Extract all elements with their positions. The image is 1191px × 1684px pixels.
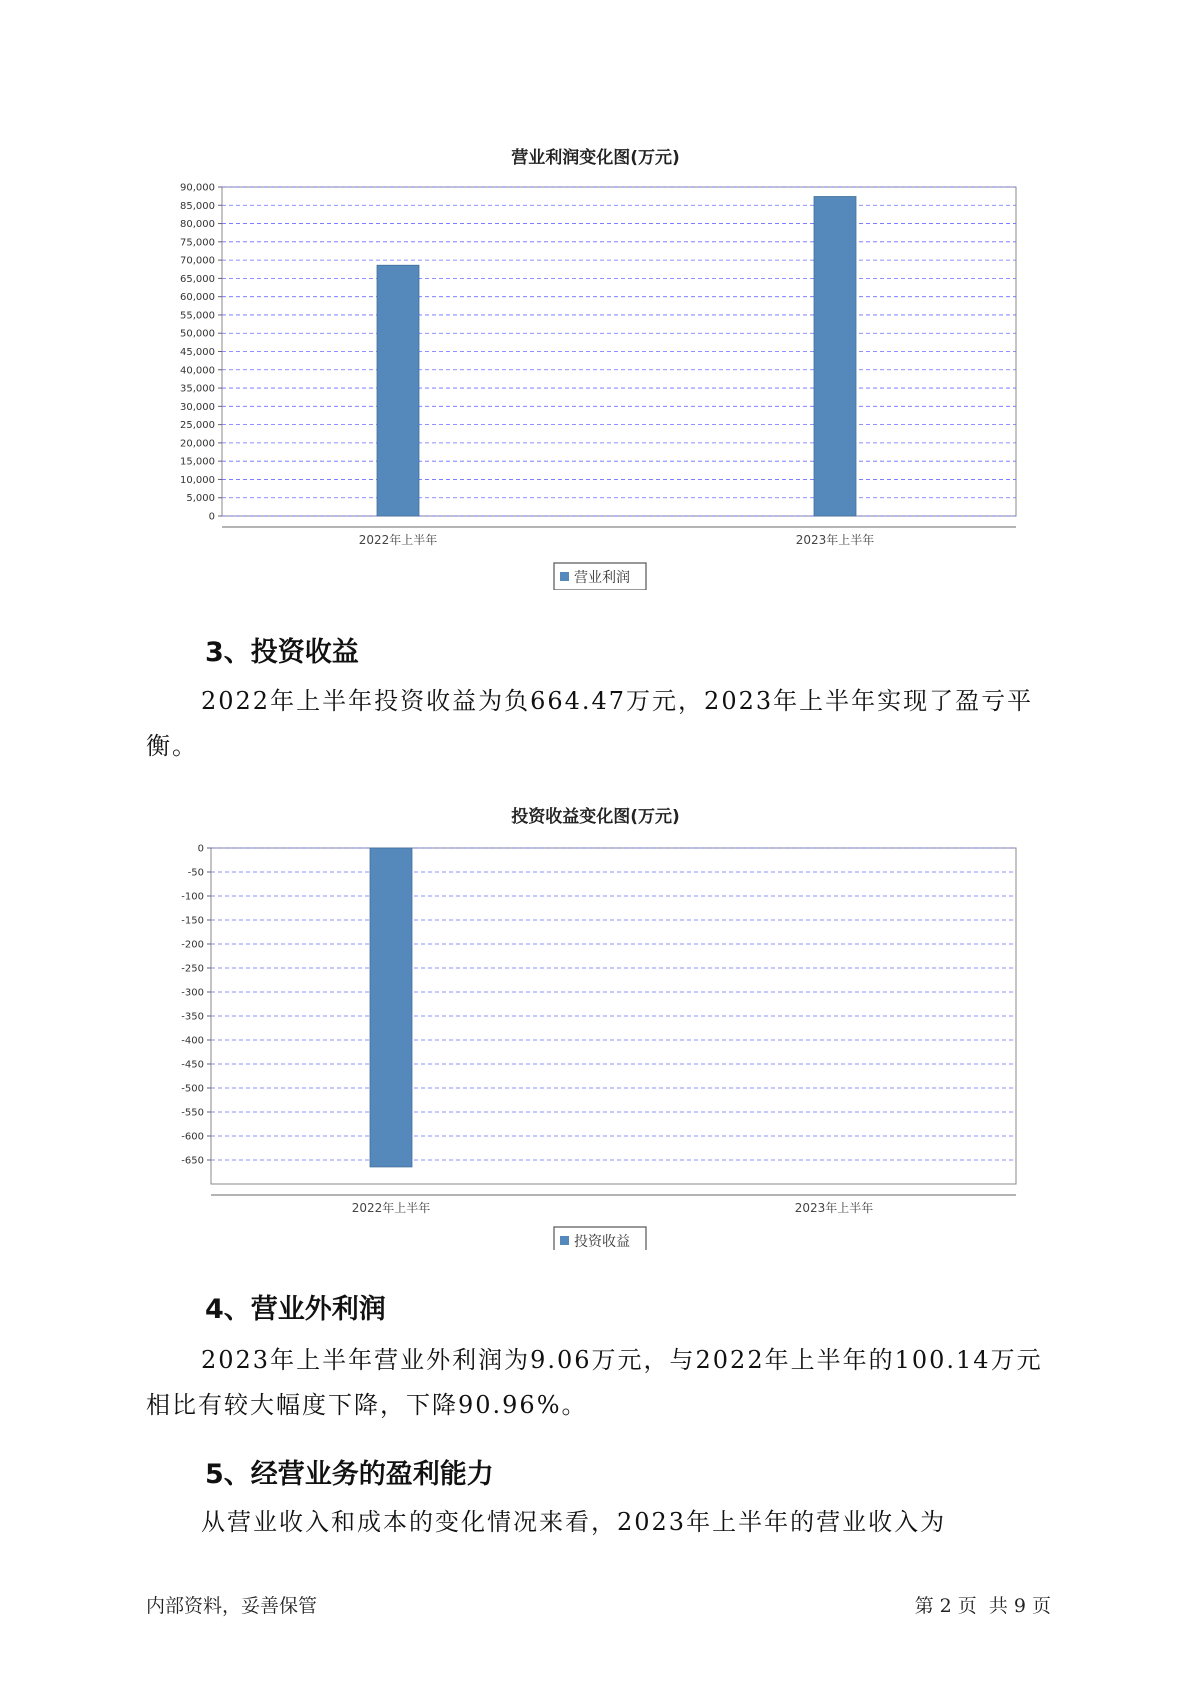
- y-tick-label: -600: [181, 1131, 204, 1143]
- x-category-label: 2022年上半年: [351, 1201, 431, 1215]
- y-tick-label: -150: [181, 915, 204, 927]
- y-tick-label: 35,000: [180, 383, 215, 395]
- section4-heading: 4、营业外利润: [205, 1294, 386, 1325]
- y-tick-label: -300: [181, 987, 204, 999]
- y-tick-label: 5,000: [186, 493, 215, 505]
- x-category-label: 2023年上半年: [794, 1201, 874, 1215]
- y-tick-label: 30,000: [180, 401, 215, 413]
- bar: [370, 848, 412, 1167]
- y-tick-label: -400: [181, 1035, 204, 1047]
- y-tick-label: -650: [181, 1155, 204, 1167]
- section5-paragraph: 从营业收入和成本的变化情况来看，2023年上半年的营业收入为: [201, 1508, 947, 1536]
- y-tick-label: -500: [181, 1083, 204, 1095]
- y-tick-label: 60,000: [180, 292, 215, 304]
- y-tick-label: -350: [181, 1011, 204, 1023]
- x-category-label: 2023年上半年: [795, 533, 875, 547]
- y-tick-label: 80,000: [180, 219, 215, 231]
- y-tick-label: 15,000: [180, 456, 215, 468]
- y-tick-label: 90,000: [180, 182, 215, 194]
- y-tick-label: 20,000: [180, 438, 215, 450]
- y-tick-label: -550: [181, 1107, 204, 1119]
- footer-page-number: 第 2 页 共 9 页: [914, 1595, 1051, 1617]
- chart1-title: 营业利润变化图(万元): [511, 148, 680, 168]
- y-tick-label: -450: [181, 1059, 204, 1071]
- section3-heading: 3、投资收益: [205, 637, 359, 668]
- legend: [554, 1227, 646, 1250]
- legend-swatch: [560, 572, 569, 581]
- operating-profit-chart: [0, 170, 1191, 590]
- legend-label: 投资收益: [574, 1234, 630, 1250]
- y-tick-label: 0: [197, 843, 204, 855]
- section4-paragraph: 2023年上半年营业外利润为9.06万元，与2022年上半年的100.14万元相比有较大幅度下降，下降90.96%。: [146, 1346, 1043, 1419]
- y-tick-label: 10,000: [180, 474, 215, 486]
- y-tick-label: 25,000: [180, 420, 215, 432]
- y-tick-label: 50,000: [180, 328, 215, 340]
- y-tick-label: -100: [181, 891, 204, 903]
- y-tick-label: 55,000: [180, 310, 215, 322]
- section3-paragraph: 2022年上半年投资收益为负664.47万元，2023年上半年实现了盈亏平衡。: [146, 687, 1034, 760]
- investment-income-chart: [0, 830, 1191, 1250]
- y-tick-label: 75,000: [180, 237, 215, 249]
- bar: [814, 197, 856, 516]
- y-tick-label: 70,000: [180, 255, 215, 267]
- x-category-label: 2022年上半年: [358, 533, 438, 547]
- chart2-title: 投资收益变化图(万元): [511, 807, 680, 827]
- y-tick-label: -250: [181, 963, 204, 975]
- y-tick-label: 40,000: [180, 365, 215, 377]
- legend-swatch: [560, 1236, 569, 1245]
- legend-label: 营业利润: [574, 570, 630, 586]
- y-tick-label: 45,000: [180, 347, 215, 358]
- bar: [377, 265, 419, 516]
- y-tick-label: 85,000: [180, 200, 215, 212]
- footer-confidential: 内部资料，妥善保管: [146, 1595, 318, 1617]
- section5-heading: 5、经营业务的盈利能力: [205, 1459, 494, 1490]
- y-tick-label: -50: [187, 867, 204, 879]
- y-tick-label: 0: [208, 511, 215, 523]
- legend: [554, 563, 646, 590]
- y-tick-label: 65,000: [180, 273, 215, 285]
- y-tick-label: -200: [181, 939, 204, 951]
